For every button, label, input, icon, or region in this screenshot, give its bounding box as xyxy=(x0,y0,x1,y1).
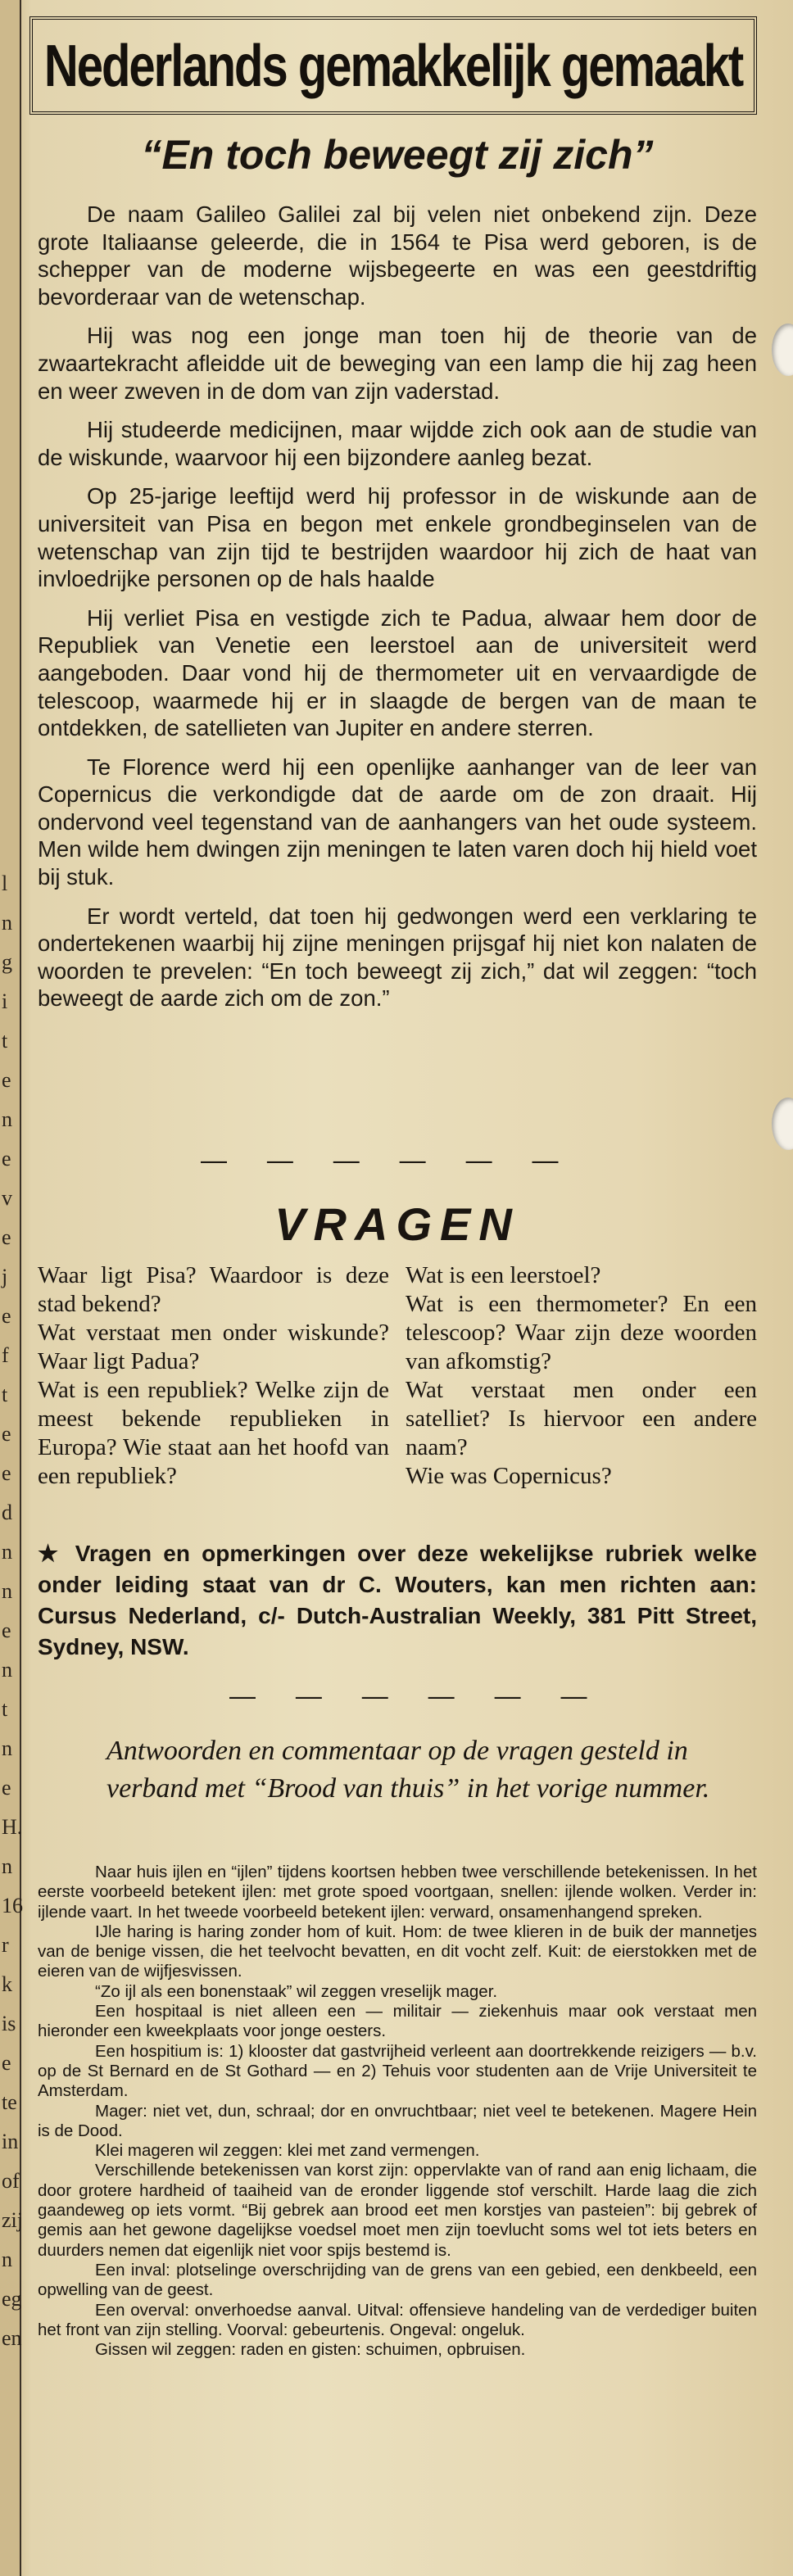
questions-right-column xyxy=(406,1261,757,1491)
previous-column-fragment: n xyxy=(2,1736,12,1760)
previous-column-fragment: 16 xyxy=(2,1894,23,1917)
question-item: Wat verstaat men onder wiskunde? Waar ligt Padua? xyxy=(38,1320,389,1374)
previous-column-fragment: e xyxy=(2,1225,11,1249)
previous-column-fragment: e xyxy=(2,1461,11,1485)
paragraph-4: Op 25-jarige leeftijd werd hij professor in de wiskunde aan de universiteit van Pisa en begon met enkele grondbeginselen van de wetenschap van zijn tijd te bestrijden waardoor hij zich de haat van invloedrijke personen op de hals haalde xyxy=(38,483,757,592)
paragraph-6: Te Florence werd hij een openlijke aanhanger van de leer van Copernicus die verkondigde dat de aarde om de zon draait. Hij ondervond veel tegenstand van de aanhangers van het oude systeem. Men wilde hem dwingen zijn meningen te laten varen doch hij hield voet bij stuk. xyxy=(38,754,757,890)
answer-item: Naar huis ijlen en “ijlen” tijdens koortsen hebben twee verschillende betekenissen. In het eerste voorbeeld betekent ijlen: met grote spoed voortgaan, snellen: ijlende wolken. Verder in: ijlende vaart. In het tweede voorbeeld betekent ijlen: verward, onsamenhangend spreken. xyxy=(38,1863,757,1922)
previous-column-fragment: e xyxy=(2,1304,11,1328)
questions-heading: VRAGEN xyxy=(274,1198,520,1250)
separator-2: — — — — — — xyxy=(229,1681,604,1710)
previous-column-fragment: t xyxy=(2,1383,8,1406)
previous-column-fragment: te xyxy=(2,2090,17,2114)
previous-column-fragment: n xyxy=(2,911,12,935)
previous-column-fragment: n xyxy=(2,2248,12,2271)
answers-list xyxy=(38,1863,757,2360)
previous-column-fragment: H. xyxy=(2,1815,23,1839)
previous-column-fragment: r xyxy=(2,1933,9,1957)
answer-item: Een inval: plotselinge overschrijding van de grens van een gebied, een denkbeeld, een opwelling van de geest. xyxy=(38,2260,757,2300)
answer-item: Mager: niet vet, dun, schraal; dor en onvruchtbaar; niet veel te betekenen. Magere Hein is de Dood. xyxy=(38,2101,757,2140)
previous-column-fragment: e xyxy=(2,1776,11,1800)
question-item: Wie was Copernicus? xyxy=(406,1463,612,1489)
paragraph-5: Hij verliet Pisa en vestigde zich te Padua, alwaar hem door de Republiek van Venetie een leerstoel aan de universiteit werd aangeboden. Daar vond hij de thermometer uit en vervaardigde de telescoop, waarmede hij er in slaagde de bergen van de maan te ontdekken, de satellieten van Jupiter en andere sterren. xyxy=(38,604,757,741)
paragraph-3: Hij studeerde medicijnen, maar wijdde zich ook aan de studie van de wiskunde, waarvoor hij een bijzondere aanleg bezat. xyxy=(38,417,757,470)
answer-item: IJle haring is haring zonder hom of kuit. Hom: de twee klieren in de buik der mannetjes van de benige vissen, die het teelvocht bevatten, en dit vocht zelf. Kuit: de eierstokken met de eieren van de wijfjesvissen. xyxy=(38,1922,757,1981)
answers-intro: Antwoorden en commentaar op de vragen gesteld in verband met “Brood van thuis” in het vorige nummer. xyxy=(106,1736,710,1804)
previous-column-fragment: n xyxy=(2,1579,12,1603)
question-item: Wat is een republiek? Welke zijn de meest bekende republieken in Europa? Wie staat aan het hoofd van een republiek? xyxy=(38,1377,389,1489)
answer-item: Gissen wil zeggen: raden en gisten: schuimen, opbruisen. xyxy=(95,2340,526,2360)
title-box xyxy=(29,16,757,115)
question-item: Wat is een thermometer? En een telescoop? Waar zijn deze woorden van afkomstig? xyxy=(406,1291,757,1374)
previous-column-fragment: v xyxy=(2,1186,12,1210)
answer-item: Een overval: onverhoedse aanval. Uitval: offensieve handeling van de verdediger buiten het front van zijn stelling. Voorval: gebeurtenis. Ongeval: ongeluk. xyxy=(38,2300,757,2339)
answer-item: Verschillende betekenissen van korst zijn: oppervlakte van of rand aan enig lichaam, die door grotere hardheid of taaiheid van de eronder liggende stof verschilt. Harde laag die zich gaandeweg op iets vormt. “Bij gebrek aan brood eet men korstjes van pasteien”: bij gebrek of gemis aan het gewone dagelijkse voedsel moet men zijn toevlucht soms wel tot iets beters en duurders nemen dat eigenlijk niet voor spijs bestemd is. xyxy=(38,2161,757,2260)
article-subtitle: “En toch beweegt zij zich” xyxy=(141,132,654,178)
paragraph-7: Er wordt verteld, dat toen hij gedwongen werd een verklaring te ondertekenen waarbij hij zijne meningen prijsgaf hij niet kon nalaten de woorden te prevelen: “En toch beweegt zij zich,” dat wil zeggen: “toch beweegt de aarde zich om de zon.” xyxy=(38,903,757,1012)
previous-column-fragment: in xyxy=(2,2130,19,2153)
previous-column-fragment: eg xyxy=(2,2287,22,2311)
previous-column-fragment: t xyxy=(2,1697,8,1721)
previous-column-fragment: i xyxy=(2,989,8,1013)
previous-column-fragment: l xyxy=(2,871,8,895)
previous-column-fragment: e xyxy=(2,1068,11,1092)
article-title: Nederlands gemakkelijk gemaakt xyxy=(43,32,743,99)
questions-columns xyxy=(38,1261,757,1491)
questions-left-column xyxy=(38,1261,389,1491)
previous-column-fragment: of xyxy=(2,2169,20,2193)
previous-column-fragment: k xyxy=(2,1972,12,1996)
previous-column-fragment: t xyxy=(2,1029,8,1053)
answer-item: “Zo ijl als een bonenstaak” wil zeggen vreselijk mager. xyxy=(95,1981,498,2001)
separator-1: — — — — — — xyxy=(201,1145,575,1175)
question-item: Wat verstaat men onder een satelliet? Is hiervoor een andere naam? xyxy=(406,1377,757,1460)
question-item: Waar ligt Pisa? Waardoor is deze stad bekend? xyxy=(38,1262,389,1317)
previous-column-fragment: j xyxy=(2,1265,8,1288)
previous-column-fragment: n xyxy=(2,1107,12,1131)
previous-column-fragment: e xyxy=(2,2051,11,2075)
previous-column-strip xyxy=(0,0,21,2576)
previous-column-fragment: g xyxy=(2,950,12,974)
previous-column-fragment: f xyxy=(2,1343,9,1367)
previous-column-fragment: en xyxy=(2,2326,22,2350)
previous-column-fragment: n xyxy=(2,1540,12,1564)
paragraph-1: De naam Galileo Galilei zal bij velen niet onbekend zijn. Deze grote Italiaanse geleerde, die in 1564 te Pisa werd geboren, is de schepper van de moderne wijsbegeerte en was een geestdriftig bevorderaar van de wetenschap. xyxy=(38,201,757,310)
answer-item: Een hospitaal is niet alleen een — militair — ziekenhuis maar ook verstaat men hieronder een kweekplaats voor jonge oesters. xyxy=(38,2002,757,2041)
previous-column-fragment: n xyxy=(2,1658,12,1682)
previous-column-fragment: e xyxy=(2,1422,11,1446)
paragraph-2: Hij was nog een jonge man toen hij de theorie van de zwaartekracht afleidde uit de beweging van een lamp die hij zag heen en weer zweven in de dom van zijn vaderstad. xyxy=(38,323,757,404)
previous-column-fragment: e xyxy=(2,1618,11,1642)
answer-item: Klei mageren wil zeggen: klei met zand vermengen. xyxy=(95,2141,480,2161)
previous-column-fragment: e xyxy=(2,1147,11,1170)
question-item: Wat is een leerstoel? xyxy=(406,1262,601,1288)
previous-column-fragment: zij xyxy=(2,2208,23,2232)
article-body xyxy=(38,201,757,1024)
article xyxy=(25,0,770,2576)
contact-notice: ★ Vragen en opmerkingen over deze wekelijkse rubriek welke onder leiding staat van dr C. Wouters, kan men richten aan: Cursus Nederland, c/- Dutch-Australian Weekly, 381 Pitt Street, Sydney, NSW. xyxy=(38,1541,757,1659)
previous-column-fragment: n xyxy=(2,1854,12,1878)
previous-column-fragment: d xyxy=(2,1501,12,1524)
answer-item: Een hospitium is: 1) klooster dat gastvrijheid verleent aan doortrekkende reizigers — b.v. op de St Bernard en de St Gothard — en 2) Tehuis voor studenten aan de Vrije Universiteit te Amsterdam. xyxy=(38,2041,757,2101)
previous-column-fragment: is xyxy=(2,2012,16,2035)
